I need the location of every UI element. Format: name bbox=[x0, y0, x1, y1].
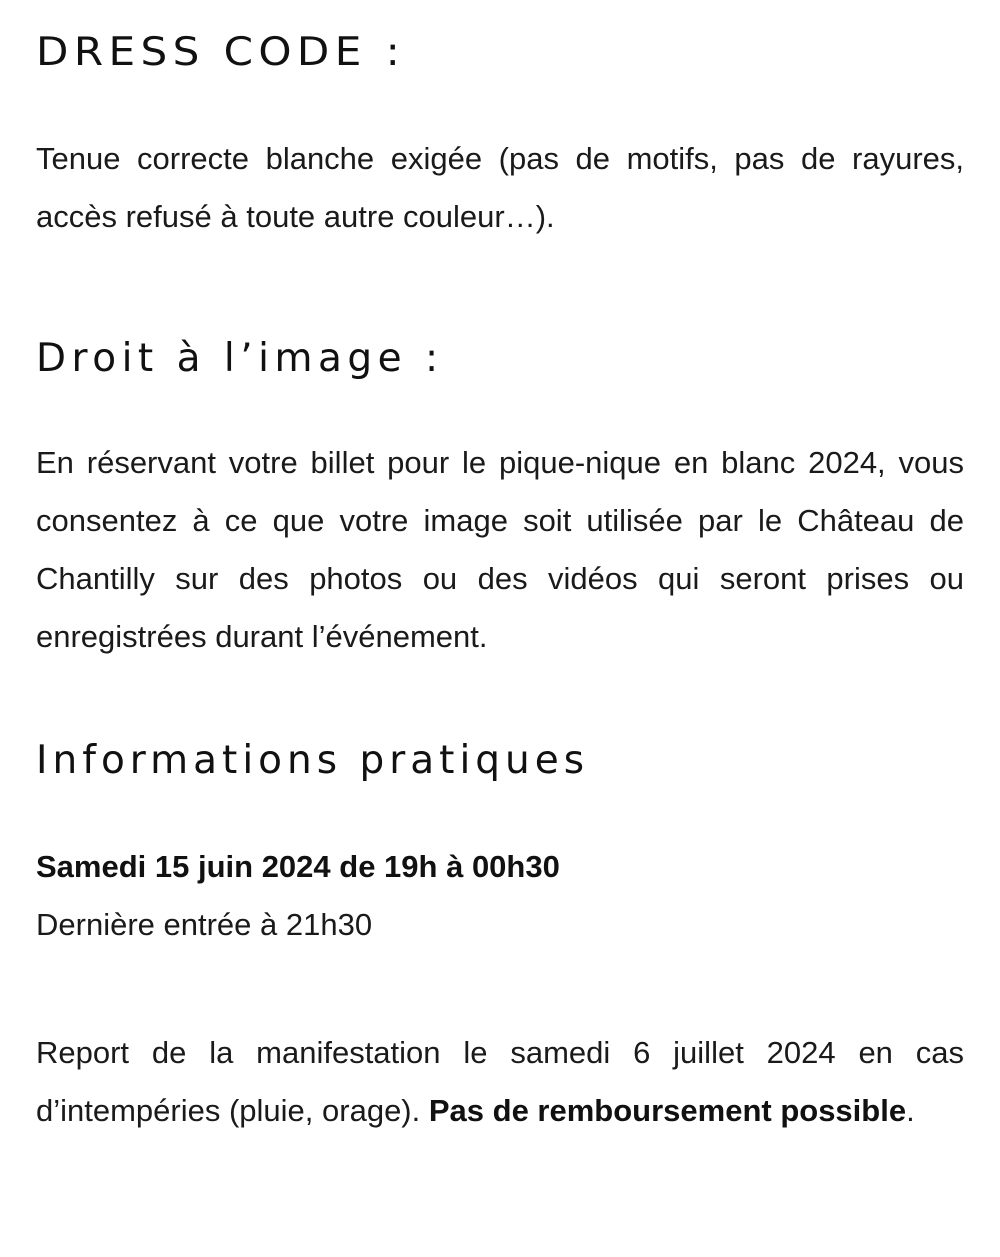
image-rights-text: En réservant votre billet pour le pique-nique en blanc 2024, vous consentez à ce que votre image soit utilisée par le Château de Chantilly sur des photos ou des vidéos qui seront prises ou enregistrées durant l’événement. bbox=[36, 445, 964, 654]
image-rights-heading: Droit à l’image : bbox=[36, 336, 444, 381]
no-refund-notice: Pas de remboursement possible bbox=[428, 1093, 907, 1128]
dress-code-heading: DRESS CODE : bbox=[36, 30, 406, 75]
practical-info-heading: Informations pratiques bbox=[36, 738, 590, 783]
postponement-notice bbox=[36, 1024, 964, 1140]
dress-code-text: Tenue correcte blanche exigée (pas de motifs, pas de rayures, accès refusé à toute autre couleur…). bbox=[36, 141, 964, 234]
postponement-text: Report de la manifestation le samedi 6 juillet 2024 en cas d’intempéries (pluie, orage). bbox=[36, 1035, 964, 1128]
event-date: Samedi 15 juin 2024 de 19h à 00h30 bbox=[36, 849, 560, 884]
last-entry-time: Dernière entrée à 21h30 bbox=[36, 907, 373, 942]
postponement-end: . bbox=[906, 1093, 915, 1128]
